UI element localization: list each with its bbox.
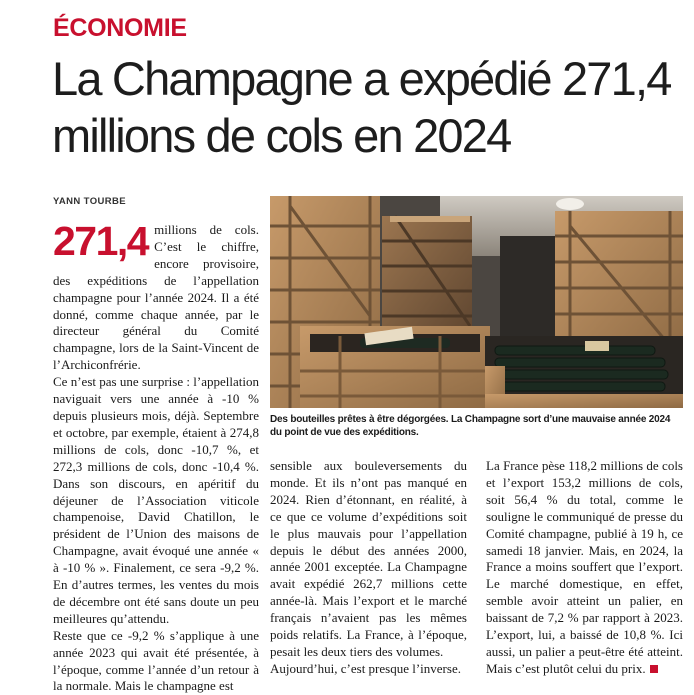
article-column-1 xyxy=(53,218,259,695)
body-paragraph: Ce n’est pas une surprise : l’appellation naviguait vers une année à -10 % depuis plusieurs mois, déjà. Septembre et octobre, par exemple, étaient à 274,8 millions de cols, donc -10,7 %, et 272,3 millions de cols, donc -10,4 %. Dans son discours, en apéritif du déjeuner de l’Association viticole champenoise, David Chatillon, le président de l’Union des maisons de Champagne, avait évoqué une année « à -10 % ». Finalement, ce sera -9,2 %. En d’autres termes, les ventes du mois de décembre ont été sans doute un peu meilleures qu’attendu. xyxy=(53,374,259,626)
body-paragraph: sensible aux bouleversements du monde. Et ils n’ont pas manqué en 2024. Rien d’étonnant, en réalité, à ce que ce volume d’expéditions soit le plus mauvais pour l’appellation depuis le début des années 2000, année 2001 exceptée. La Champagne avait expédié 262,7 millions cette année-là. Mais l’export et le marché français n’avaient pas les mêmes poids relatifs. La France, à l’époque, pesait les deux tiers des volumes. xyxy=(270,458,467,659)
article-headline: La Champagne a expédié 271,4 millions de cols en 2024 xyxy=(52,52,671,162)
author-byline: YANN TOURBE xyxy=(53,196,127,207)
section-kicker: ÉCONOMIE xyxy=(53,14,187,42)
lead-number: 271,4 xyxy=(53,218,149,264)
body-paragraph: Aujourd’hui, c’est presque l’inverse. xyxy=(270,660,461,676)
end-of-article-square-icon xyxy=(650,665,658,673)
body-paragraph xyxy=(486,458,683,678)
lead-text: millions de cols. C’est le chiffre, encore provisoire, des expéditions de l’appellation champagne pour l’année 2024. Il a été donné, comme chaque année, par le directeur général du Comité champagne, lors de la Saint-Vincent de l’Archiconfrérie. xyxy=(53,222,259,373)
wine-crates-image xyxy=(270,196,683,408)
article-column-3 xyxy=(486,458,683,678)
lead-paragraph xyxy=(53,218,259,374)
closing-text: La France pèse 118,2 millions de cols et l’export 153,2 millions de cols, soit 56,4 % du total, comme le souligne le communiqué de presse du Comité champagne, publié à 19 h, ce samedi 18 janvier. Mais, en 2024, la France a moins souffert que l’export. Le marché domestique, en effet, semble avoir atteint un palier, en baissant de 7,2 % par rapport à 2023. L’export, lui, a baissé de 10,8 %. Ici aussi, un palier a peut-être été atteint. Mais c’est plutôt celui du prix. xyxy=(486,458,683,676)
article-photo xyxy=(270,196,683,408)
article-column-2 xyxy=(270,458,467,678)
body-paragraph: Reste que ce -9,2 % s’applique à une année 2023 qui avait été présentée, à l’époque, comme l’année d’un retour à la normale. Mais le champagne est xyxy=(53,627,259,694)
photo-caption: Des bouteilles prêtes à être dégorgées. La Champagne sort d’une mauvaise année 2024 du point de vue des expéditions. xyxy=(270,414,671,438)
